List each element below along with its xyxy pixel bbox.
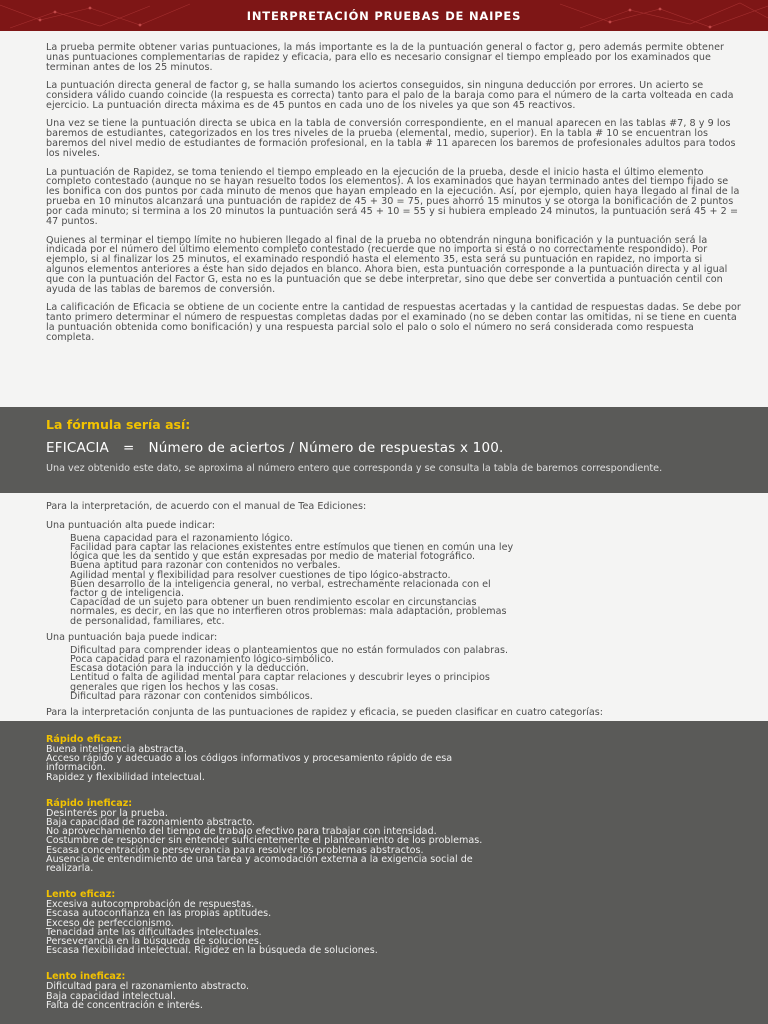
list-item: Excesiva autocomprobación de respuestas. [46,899,255,911]
list-item: Lentitud o falta de agilidad mental para captar relaciones y descubrir leyes o principios [70,672,490,684]
categories-section [0,721,768,1024]
interpretation-intro: Para la interpretación, de acuerdo con el manual de Tea Ediciones: [46,501,367,512]
list-item: Perseverancia en la búsqueda de soluciones. [46,936,262,948]
paragraph-factor-g: La puntuación directa general de factor g, se halla sumando los aciertos conseguidos, sin ninguna deducción por errores. Un acierto se considera válido cuando coincide (la respuesta es correcta) tanto para el palo de la baraja como para el número de la carta volteada en cada ejercicio. La puntuación directa máxima es de 45 puntos en cada uno de los niveles ya que son 45 reactivos. [46,80,734,112]
list-item: Buena aptitud para razonar con contenidos no verbales. [70,560,341,572]
list-item: Buena capacidad para el razonamiento lógico. [70,532,293,544]
list-item: de personalidad, familiares, etc. [70,615,225,627]
joint-interpretation: Para la interpretación conjunta de las puntuaciones de rapidez y eficacia, se pueden clasificar en cuatro categorías: [46,706,603,718]
paragraph-conversion-tables: Una vez se tiene la puntuación directa se ubica en la tabla de conversión correspondiente, en el manual aparecen en las tablas #7, 8 y 9 los baremos de estudiantes, categorizados en los tres niveles de la prueba (elemental, medio, superior). En la tabla # 10 se encuentran los baremos del nivel medio de estudiantes de formación profesional, en la tabla # 11 aparecen los baremos de profesionales adultos para todos los niveles. [46,118,736,160]
list-item: Escasa flexibilidad intelectual. Rigidez en la búsqueda de soluciones. [46,945,378,957]
list-item: Desinterés por la prueba. [46,807,168,819]
document-title: INTERPRETACIÓN PRUEBAS DE NAIPES [246,8,522,23]
category-list [46,809,742,873]
category-lento-eficaz [46,890,742,955]
list-item: Dificultad para comprender ideas o planteamientos que no están formulados con palabras. [70,644,508,656]
list-item: Rapidez y flexibilidad intelectual. [46,771,205,783]
paragraph-overview: La prueba permite obtener varias puntuaciones, la más importante es la de la puntuación general o factor g, pero además permite obtener unas puntuaciones complementarias de rapidez y eficacia, para ello es necesario consignar el tiempo empleado por los examinados que terminan antes de los 25 minutos. [46,42,725,73]
formula-box [0,407,768,493]
list-item: Ausencia de entendimiento de una tarea y acomodación externa a la exigencia social de [46,853,473,865]
list-item: Buen desarrollo de la inteligencia general, no verbal, estrechamente relacionada con el [70,578,491,590]
list-item: información. [46,762,106,774]
low-score-list [46,646,742,701]
category-lento-ineficaz [46,972,742,1010]
list-item: normales, es decir, en las que no interfieren otros problemas: mala adaptación, problemas [70,606,507,618]
formula-right: Número de aciertos / Número de respuestas x 100. [148,440,504,456]
high-score-heading: Una puntuación alta puede indicar: [46,519,215,531]
list-item: factor g de inteligencia. [70,588,185,600]
formula-heading: La fórmula sería así: [46,417,191,432]
category-title: Rápido ineficaz: [46,797,133,809]
list-item: Buena inteligencia abstracta. [46,744,187,755]
list-item: Exceso de perfeccionismo. [46,917,174,929]
list-item: Escasa autoconfianza en las propias aptitudes. [46,908,272,920]
list-item: Escasa concentración o perseverancia para resolver los problemas abstractos. [46,844,424,856]
formula-equals: = [122,440,135,456]
category-rapido-ineficaz [46,799,742,873]
paragraph-eficacia: La calificación de Eficacia se obtiene de un cociente entre la cantidad de respuestas acertadas y la cantidad de respuestas dadas. Se debe por tanto primero determinar el número de respuestas completas dadas por el examinado (no se deben contar las omitidas, ni se tiene en cuenta la puntuación obtenida como bonificación) y una respuesta parcial solo el palo o solo el número no será considerada como respuesta completa. [46,302,741,344]
list-item: Dificultad para el razonamiento abstracto. [46,981,250,993]
list-item: lógica que les da sentido y que están expresadas por medio de material fotográfico. [70,551,476,563]
formula-left: EFICACIA [46,440,109,456]
category-list [46,900,742,955]
list-item: Baja capacidad de razonamiento abstracto. [46,817,255,829]
high-score-list [46,534,742,626]
category-title: Rápido eficaz: [46,734,123,745]
category-title: Lento eficaz: [46,889,116,901]
list-item: Dificultad para razonar con contenidos simbólicos. [70,690,313,702]
category-rapido-eficaz [46,735,742,782]
list-item: Falta de concentración e interés. [46,999,203,1011]
list-item: Capacidad de un sujeto para obtener un buen rendimiento escolar en circunstancias [70,597,477,609]
list-item: generales que rigen los hechos y las cosas. [70,681,279,693]
interpretation-section [46,502,742,721]
category-list [46,745,742,782]
low-score-heading: Una puntuación baja puede indicar: [46,631,218,643]
category-list [46,982,742,1010]
formula-note: Una vez obtenido este dato, se aproxima al número entero que corresponda y se consulta la tabla de baremos correspondiente. [46,463,663,474]
list-item: Tenacidad ante las dificultades intelectuales. [46,926,262,938]
list-item: Poca capacidad para el razonamiento lógico-simbólico. [70,653,334,665]
list-item: Acceso rápido y adecuado a los códigos informativos y procesamiento rápido de esa [46,753,453,765]
list-item: Costumbre de responder sin entender suficientemente el planteamiento de los problemas. [46,835,483,847]
category-title: Lento ineficaz: [46,971,126,983]
list-item: Agilidad mental y flexibilidad para resolver cuestiones de tipo lógico-abstracto. [70,569,451,581]
paragraph-rapidez: La puntuación de Rapidez, se toma teniendo el tiempo empleado en la ejecución de la prueba, desde el inicio hasta el último elemento completo contestado (aunque no se hayan resuelto todos los elementos). A los examinados que hayan terminado antes del tiempo fijado se les bonifica con dos puntos por cada minuto de menos que hayan empleado en la ejecución. Así, por ejemplo, quien haya llegado al final de la prueba en 10 minutos alcanzará una puntuación de rapidez de 45 + 30 = 75, pues ahorró 15 minutos y se otorga la bonificación de 2 puntos por cada minuto; si termina a los 20 minutos la puntuación será 45 + 10 = 55 y si hubiera empleado 24 minutos, la puntuación será 45 + 2 = 47 puntos. [46,166,740,228]
paragraph-time-limit: Quienes al terminar el tiempo límite no hubieren llegado al final de la prueba no obtendrán ninguna bonificación y la puntuación será la indicada por el número del último elemento completo contestado (recuerde que no importa si está o no correctamente respondido). Por ejemplo, si al finalizar los 25 minutos, el examinado respondió hasta el elemento 35, esta será su puntuación en rapidez, no importa si algunos elementos anteriores a éste han sido dejados en blanco. Ahora bien, esta puntuación corresponde a la puntuación directa y al igual que con la puntuación del Factor G, esta no es la puntuación que se debe interpretar, sino que debe ser convertida a puntuación centil con ayuda de las tablas de baremos de conversión. [46,234,728,296]
list-item: Facilidad para captar las relaciones existentes entre estímulos que tienen en común una ley [70,542,514,554]
list-item: realizarla. [46,863,94,875]
list-item: No aprovechamiento del tiempo de trabajo efectivo para trabajar con intensidad. [46,826,437,838]
formula-expression [46,440,742,456]
header-banner [0,0,768,31]
list-item: Escasa dotación para la inducción y la deducción. [70,663,309,675]
list-item: Baja capacidad intelectual. [46,990,176,1002]
intro-section [0,31,768,343]
